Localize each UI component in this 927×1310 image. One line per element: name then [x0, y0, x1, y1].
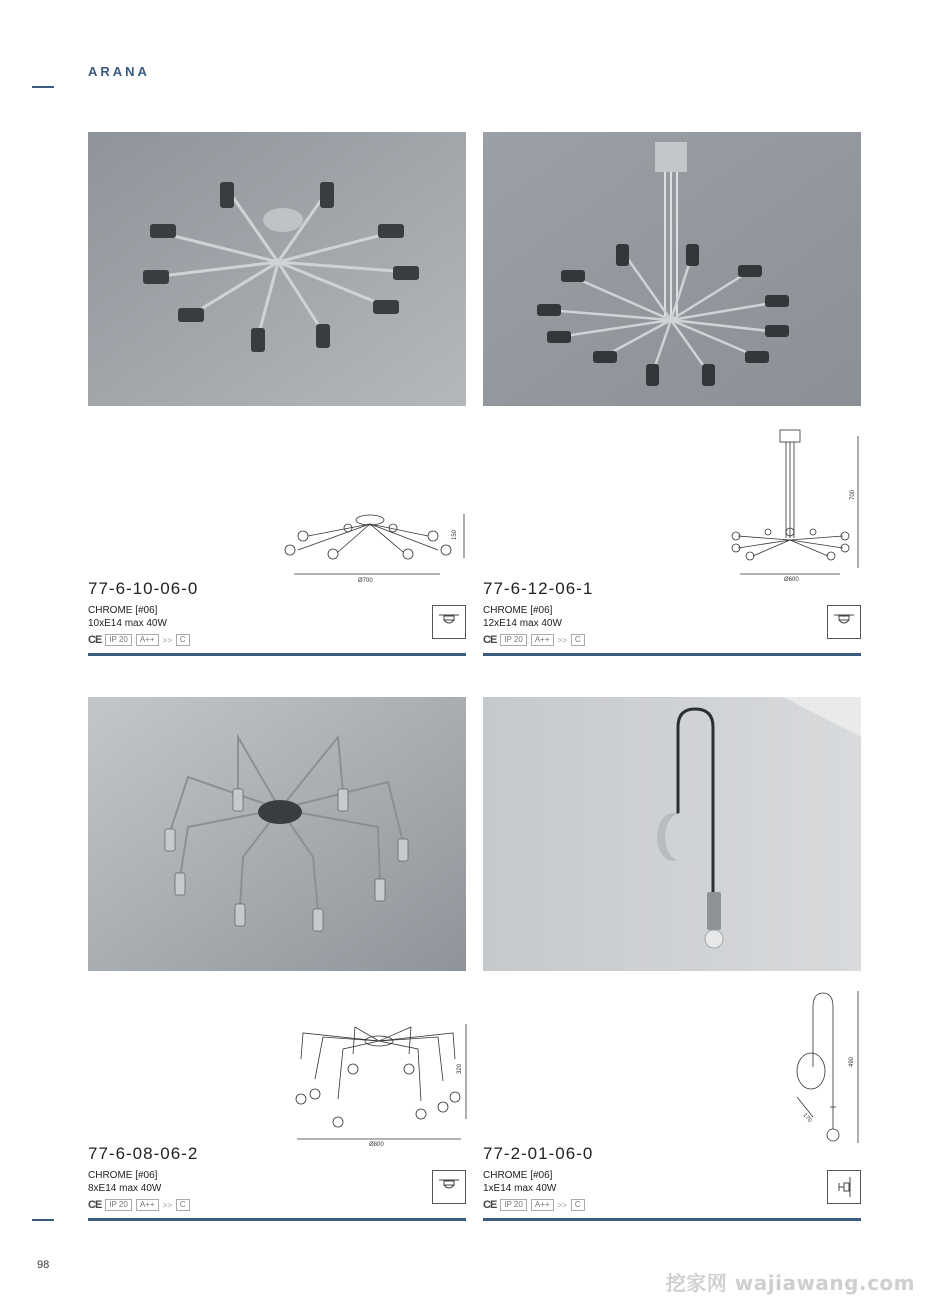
ce-mark-icon: CE: [88, 634, 102, 646]
product-finish: CHROME [#06]: [88, 1170, 158, 1181]
card-bottom-line: [88, 653, 466, 656]
product-bulbs: 10xE14 max 40W: [88, 618, 167, 629]
ceiling-mount-icon: [432, 1170, 466, 1204]
product-photo: [483, 697, 861, 971]
card-bottom-line: [483, 1218, 861, 1221]
product-photo: [88, 132, 466, 406]
product-bulbs: 12xE14 max 40W: [483, 618, 562, 629]
product-photo: [483, 132, 861, 406]
energy-arrow: >>: [557, 635, 567, 645]
certification-row: [483, 634, 585, 646]
energy-arrow: >>: [162, 1200, 172, 1210]
ce-mark-icon: CE: [483, 1199, 497, 1211]
energy-arrow: >>: [557, 1200, 567, 1210]
product-bulbs: 1xE14 max 40W: [483, 1183, 557, 1194]
height-dimension: 700: [850, 489, 856, 500]
energy-rating-badge: A++: [136, 634, 159, 646]
ip-rating-badge: IP 20: [500, 1199, 527, 1211]
certification-row: [483, 1199, 585, 1211]
energy-class-badge: C: [176, 634, 190, 646]
product-card-2[interactable]: [483, 132, 861, 658]
brand-title: ARANA: [88, 64, 150, 79]
ip-rating-badge: IP 20: [105, 634, 132, 646]
ceiling-mount-icon: [827, 605, 861, 639]
energy-rating-badge: A++: [531, 1199, 554, 1211]
certification-row: [88, 1199, 190, 1211]
technical-drawing: [728, 428, 863, 584]
ce-mark-icon: CE: [483, 634, 497, 646]
product-bulbs: 8xE14 max 40W: [88, 1183, 162, 1194]
product-finish: CHROME [#06]: [483, 1170, 553, 1181]
top-accent-line: [32, 86, 54, 88]
ip-rating-badge: IP 20: [500, 634, 527, 646]
product-code: 77-6-08-06-2: [88, 1144, 199, 1163]
width-dimension: Ø800: [369, 1142, 384, 1148]
technical-drawing: [783, 987, 863, 1147]
energy-class-badge: C: [571, 634, 585, 646]
product-code: 77-6-12-06-1: [483, 579, 594, 598]
product-photo: [88, 697, 466, 971]
energy-arrow: >>: [162, 635, 172, 645]
energy-class-badge: C: [176, 1199, 190, 1211]
product-card-1[interactable]: [88, 132, 466, 658]
product-code: 77-6-10-06-0: [88, 579, 199, 598]
energy-rating-badge: A++: [531, 634, 554, 646]
certification-row: [88, 634, 190, 646]
page-number: 98: [37, 1259, 50, 1271]
width-dimension: Ø700: [358, 578, 373, 584]
technical-drawing: [293, 1019, 468, 1147]
product-finish: CHROME [#06]: [483, 605, 553, 616]
energy-rating-badge: A++: [136, 1199, 159, 1211]
bottom-accent-line: [32, 1219, 54, 1221]
energy-class-badge: C: [571, 1199, 585, 1211]
wall-mount-icon: [827, 1170, 861, 1204]
card-bottom-line: [483, 653, 861, 656]
technical-drawing: [278, 512, 468, 584]
height-dimension: 150: [452, 529, 458, 540]
height-dimension: 320: [457, 1063, 463, 1074]
product-card-3[interactable]: [88, 697, 466, 1223]
width-dimension: Ø600: [784, 577, 799, 583]
ip-rating-badge: IP 20: [105, 1199, 132, 1211]
watermark-text: 挖家网 wajiawang.com: [665, 1271, 915, 1295]
product-code: 77-2-01-06-0: [483, 1144, 594, 1163]
ce-mark-icon: CE: [88, 1199, 102, 1211]
ceiling-mount-icon: [432, 605, 466, 639]
product-finish: CHROME [#06]: [88, 605, 158, 616]
depth-dimension: 170: [801, 1112, 813, 1124]
card-bottom-line: [88, 1218, 466, 1221]
height-dimension: 490: [849, 1056, 855, 1067]
product-card-4[interactable]: [483, 697, 861, 1223]
